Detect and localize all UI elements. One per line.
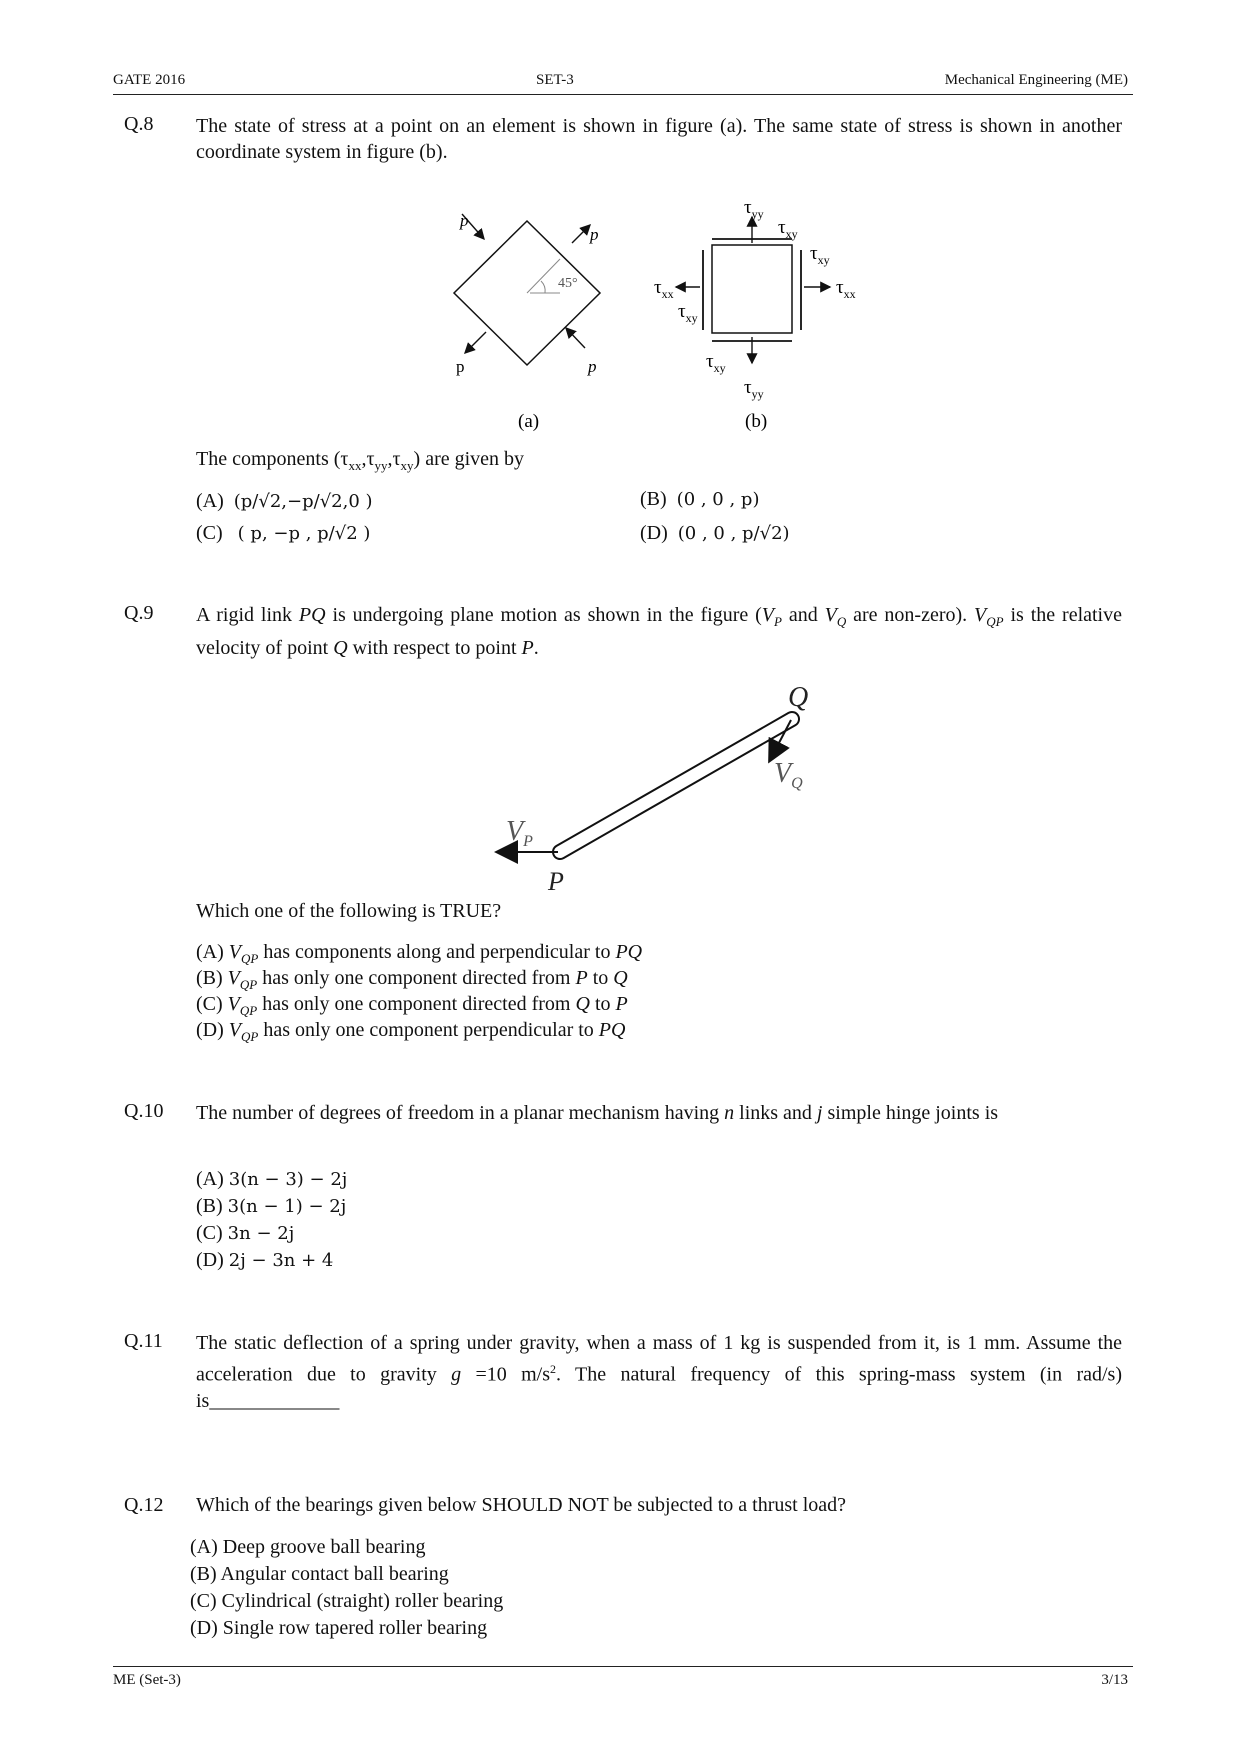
svg-text:τxy: $\tau_{xy}$ (810, 243, 830, 267)
q9-option-b: (B) $V_{QP}$ has only one component directed from P to Q (196, 967, 628, 992)
q12-number: Q.12 (124, 1494, 164, 1516)
q9-question: Which one of the following is TRUE? (196, 900, 502, 922)
q11-text: The static deflection of a spring under gravity, when a mass of 1 kg is suspended from it, is 1 mm. Assume the acceleration due to gravity g =10 $m/s^2$. The natural frequency of this spring-mass system (in rad/s) is_____________ (196, 1332, 1122, 1412)
q10-text: The number of degrees of freedom in a planar mechanism having n links and j simple hinge joints is (196, 1102, 999, 1124)
q12-option-c: (C) Cylindrical (straight) roller bearing (190, 1590, 504, 1612)
header-subject: Mechanical Engineering (ME) (944, 72, 1128, 88)
svg-text:τxy: $\tau_{xy}$ (706, 351, 726, 375)
q11-number: Q.11 (124, 1330, 163, 1352)
fig-a-caption: (a) (518, 411, 540, 432)
svg-text:45°: 45° (558, 276, 578, 291)
q12-option-a: (A) Deep groove ball bearing (190, 1536, 426, 1558)
q9-link-figure (0, 680, 1241, 905)
q9-text: A rigid link PQ is undergoing plane motion as shown in the figure ($V_P$ and $V_Q$ are non-zero). $V_{QP}$ is the relative velocity of point Q with respect to point P. (196, 604, 1122, 659)
label-vq: $V_Q$ (774, 758, 803, 792)
q8-number: Q.8 (124, 113, 154, 135)
svg-text:p: p (588, 357, 597, 376)
q9-option-d: (D) $V_{QP}$ has only one component perpendicular to PQ (196, 1019, 626, 1044)
svg-text:τyy: $\tau_{yy}$ (744, 197, 764, 221)
footer-rule (113, 1666, 1133, 1667)
svg-text:τxy: $\tau_{xy}$ (778, 217, 798, 241)
label-vp: $V_P$ (506, 816, 533, 850)
stress-element-a (454, 211, 600, 376)
svg-text:p: p (590, 225, 599, 244)
svg-text:τyy: $\tau_{yy}$ (744, 377, 764, 401)
q8-text: The state of stress at a point on an element is shown in figure (a). The same state of stress is shown in another coordinate system in figure (b). (196, 115, 1122, 163)
footer-page-number: 3/13 (1101, 1672, 1128, 1688)
label-p: P (548, 867, 564, 896)
q12-option-b: (B) Angular contact ball bearing (190, 1563, 449, 1585)
fig-b-caption: (b) (745, 411, 768, 432)
q12-text: Which of the bearings given below SHOULD NOT be subjected to a thrust load? (196, 1494, 847, 1516)
svg-text:τxx: $\tau_{xx}$ (654, 277, 674, 301)
q8-option-d: (D) (0 , 0 , p/√2) (640, 522, 790, 544)
stress-element-b (654, 197, 856, 401)
q9-number: Q.9 (124, 602, 154, 624)
svg-text:τxy: $\tau_{xy}$ (678, 301, 698, 325)
q8-figure (0, 195, 1241, 445)
q10-option-b: (B) 3(n − 1) − 2j (196, 1195, 347, 1217)
svg-text:p: p (456, 357, 465, 376)
q9-option-c: (C) $V_{QP}$ has only one component directed from Q to P (196, 993, 628, 1018)
svg-text:p: p (460, 211, 469, 230)
q8-option-c: (C) ( p, −p , p/√2 ) (196, 522, 371, 544)
header-exam: GATE 2016 (113, 72, 186, 88)
q12-option-d: (D) Single row tapered roller bearing (190, 1617, 488, 1639)
footer-set: ME (Set-3) (113, 1672, 181, 1688)
q10-number: Q.10 (124, 1100, 164, 1122)
label-q: Q (788, 682, 809, 713)
q10-option-a: (A) 3(n − 3) − 2j (196, 1168, 348, 1190)
q10-option-c: (C) 3n − 2j (196, 1222, 295, 1244)
q8-components-line: The components $(\tau_{xx},\tau_{yy},\tau_{xy})$ are given by (196, 448, 525, 473)
q8-option-b: (B) (0 , 0 , p) (640, 488, 760, 510)
q9-option-a: (A) $V_{QP}$ has components along and perpendicular to PQ (196, 941, 643, 966)
q10-option-d: (D) 2j − 3n + 4 (196, 1249, 334, 1271)
rigid-link-pq (560, 719, 792, 852)
svg-text:τxx: $\tau_{xx}$ (836, 277, 856, 301)
header-rule (113, 94, 1133, 95)
q8-option-a: (A) (p/√2,−p/√2,0 ) (196, 490, 373, 512)
header-set: SET-3 (536, 72, 574, 88)
